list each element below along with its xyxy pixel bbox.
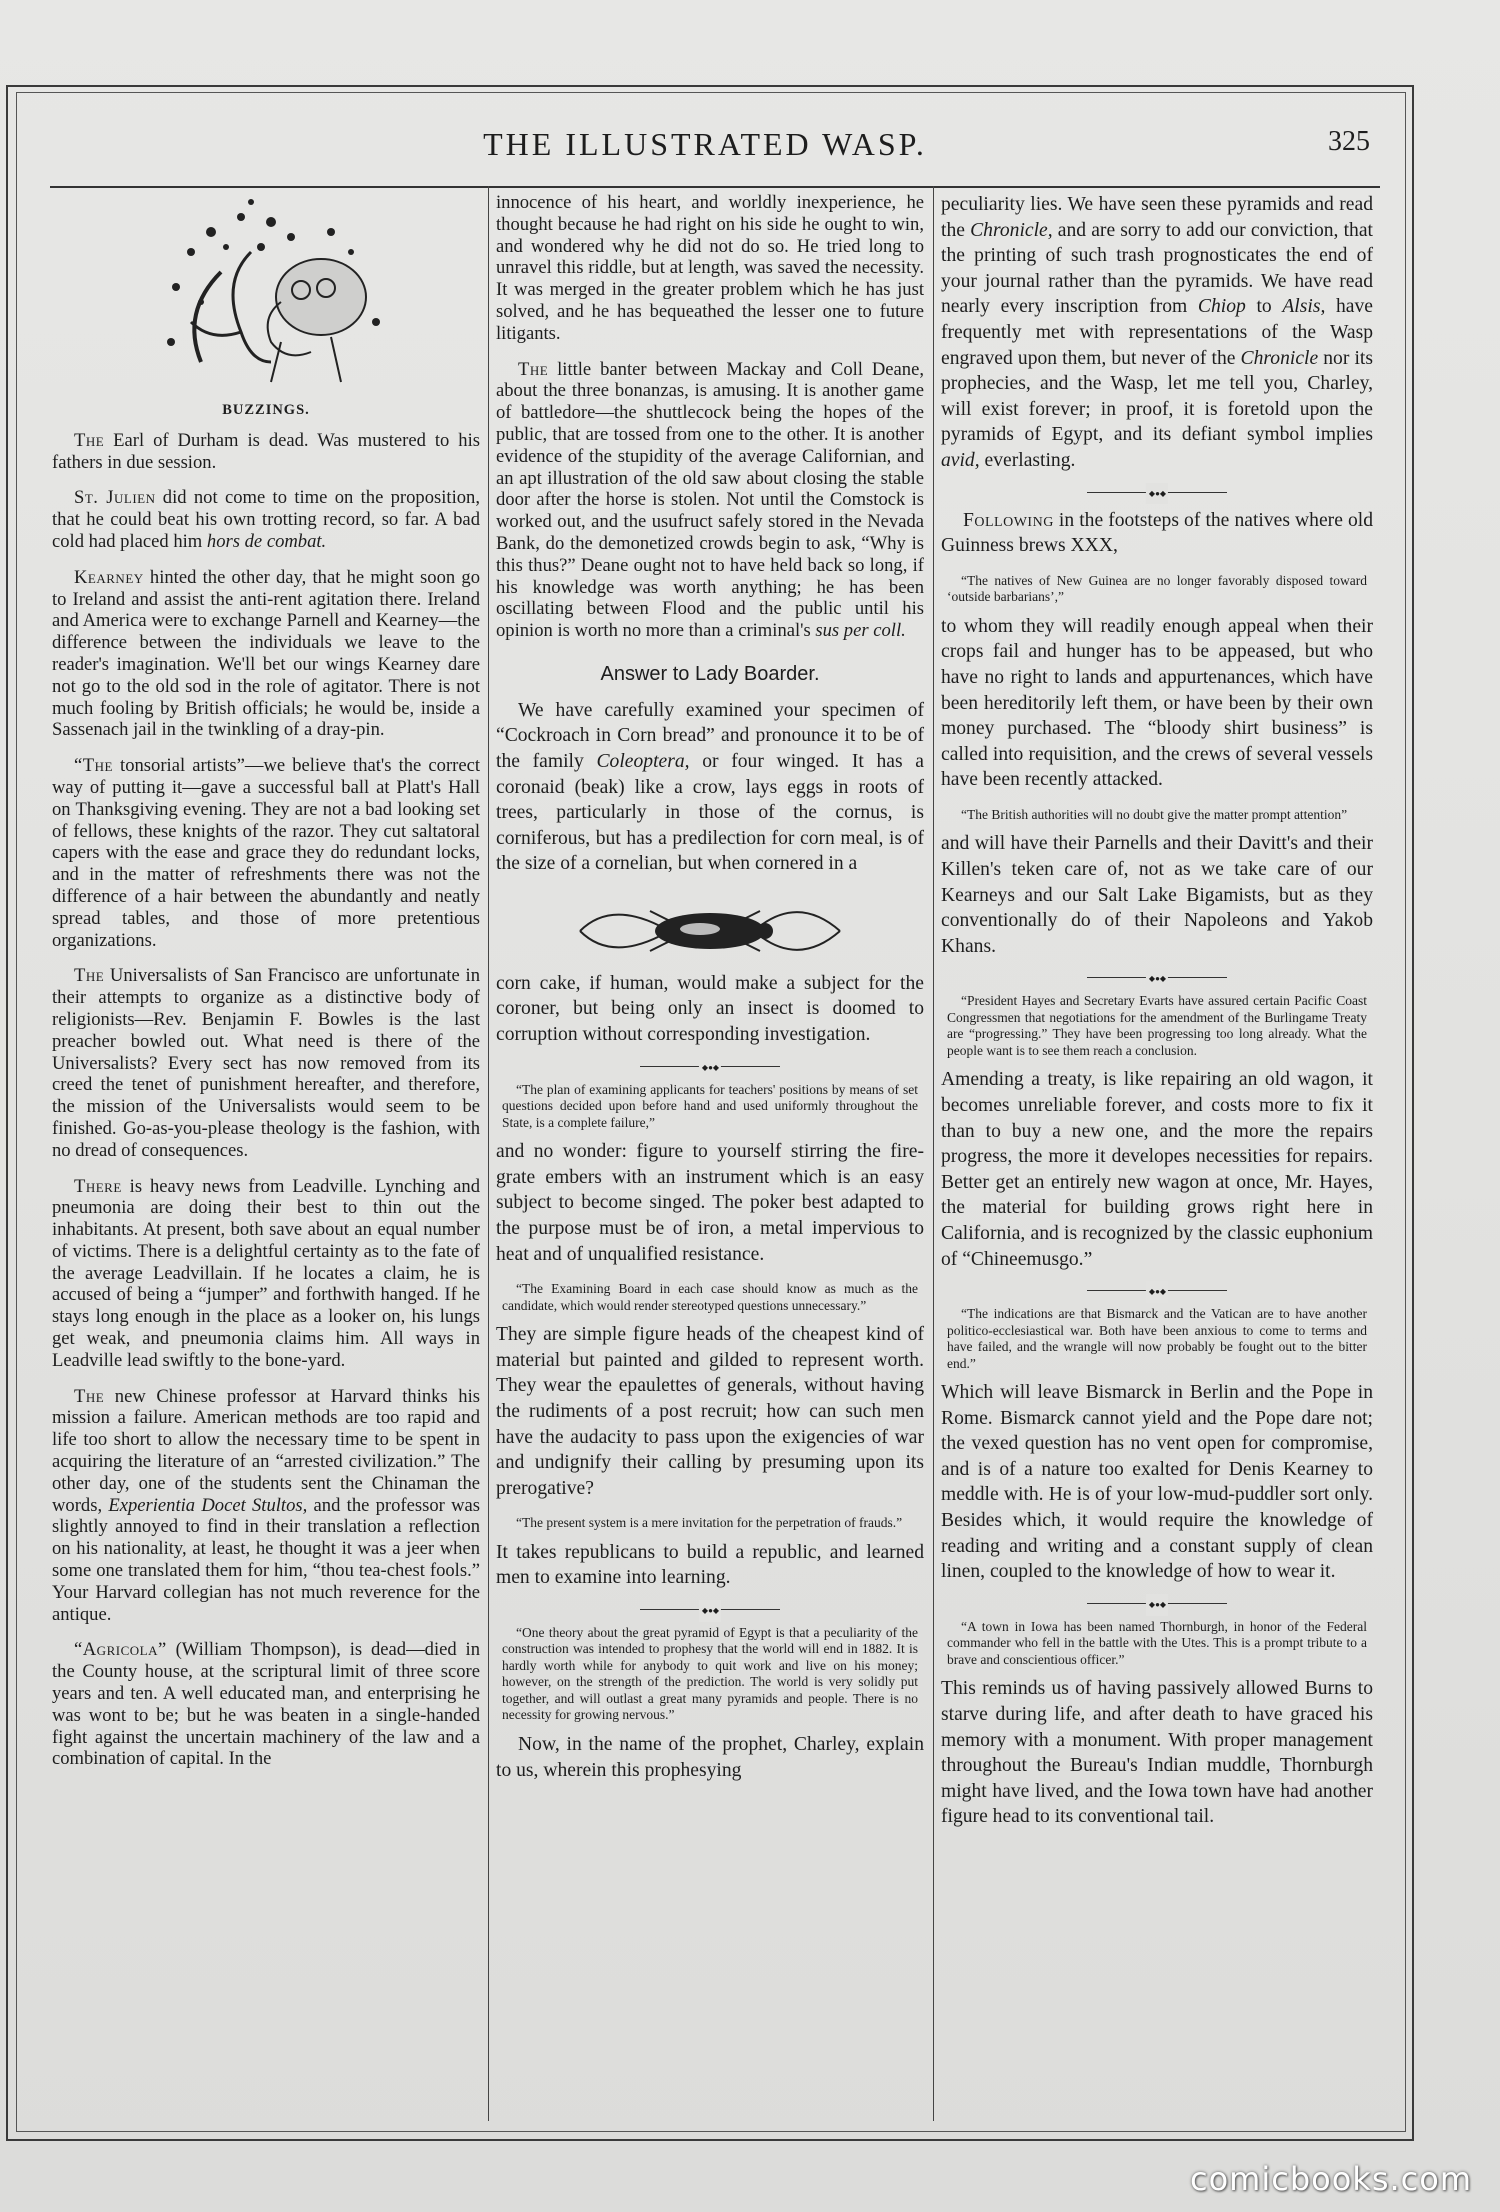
paragraph: It takes republicans to build a republic, and learned men to examine into learning. xyxy=(496,1541,924,1589)
paragraph: Amending a treaty, is like repairing an old wagon, it becomes unreliable forever, and costs more to fix it than to buy a new one, and the more the repairs progress, the more it developes necessities for repairs. Better get an entirely new wagon at once, Mr. Hayes, the material for building grows right here in California, and is recognized by the classic euphonium of “Chineemusgo.” xyxy=(941,1069,1373,1270)
paragraph: and will have their Parnells and their Davitt's and their Killen's teken care of, not as we take care of our Kearneys and our Salt Lake Bigamists, but as they conventionally do of their Napoleons and Yakob Khans. xyxy=(941,833,1373,957)
paragraph: Kearney hinted the other day, that he might soon go to Ireland and assist the anti-rent agitation there. Ireland and America were to exchange Parnell and Kearney—the difference between the individuals we leave to the reader's imagination. We'll bet our wings Kearney dare not go to the old sod in the role of agitator. There is not much fooling by British officials; he would be, inside a Sassenach jail in the twinkling of a dray-pin. xyxy=(52,566,480,741)
header-rule xyxy=(50,186,1380,188)
divider-ornament xyxy=(1087,973,1227,983)
lead-word: There xyxy=(74,1175,122,1197)
divider-ornament xyxy=(1087,1286,1227,1296)
quotation: “The natives of New Guinea are no longer favorably disposed toward ‘outside barbarians’,” xyxy=(947,572,1367,605)
paragraph: corn cake, if human, would make a subject for the coroner, but being only an insect is doomed to corruption without corresponding investigation. xyxy=(496,972,924,1046)
paragraph: Following in the footsteps of the natives where old Guinness brews XXX, xyxy=(941,509,1373,557)
column-rule-1 xyxy=(488,186,489,2121)
divider-ornament xyxy=(640,1605,780,1615)
quotation: “The British authorities will no doubt give the matter prompt attention” xyxy=(961,806,1348,822)
paragraph: Now, in the name of the prophet, Charley, explain to us, wherein this prophesying xyxy=(496,1733,924,1781)
paragraph: and no wonder: figure to yourself stirring the fire-grate embers with an instrument which is an easy subject to become singed. The poker best adapted to the purpose must be of iron, a metal impervious to heat and of unqualified resistance. xyxy=(496,1141,924,1265)
paragraph: They are simple figure heads of the cheapest kind of material but painted and gilded to represent worth. They wear the epaulettes of generals, without having the rudiments of a post recruit; how can such men have the audacity to pass upon the exigencies of war and undignify their calling by presuming upon its prerogative? xyxy=(496,1324,924,1499)
lead-word: “Agricola” xyxy=(74,1639,167,1661)
divider-ornament xyxy=(640,1062,780,1072)
lead-word: St. Julien xyxy=(74,487,156,509)
lead-word: Following xyxy=(963,509,1054,531)
paragraph: The new Chinese professor at Harvard thinks his mission a failure. American methods are too rapid and life too short to allow the necessary time to be spent in acquiring the literature of an “arrested civilization.” The other day, one of the students sent the Chinaman the words, Experientia Docet Stultos, and the professor was slightly annoyed to find in their translation a reflection on his nationality, at least, he thought it was a jeer when some one translated them for him, “thou tea-chest fools.” Your Harvard collegian has not much reverence for the antique. xyxy=(52,1385,480,1625)
quotation: “The indications are that Bismarck and the Vatican are to have another politico-ecclesiastical war. Both have been anxious to come to terms and have failed, and the wrangle will now probably be fought out to the bitter end.” xyxy=(947,1306,1367,1371)
paragraph: St. Julien did not come to time on the proposition, that he could beat his own trotting record, so far. A bad cold had placed him hors de combat. xyxy=(52,487,480,552)
answer-heading: Answer to Lady Boarder. xyxy=(600,662,820,685)
paragraph: This reminds us of having passively allowed Burns to starve during life, and after death to have graced his memory with a monument. With proper management throughout the Bureau's Indian muddle, Thornburgh might have lived, and the Iowa town have had another figure head to its conventional tail. xyxy=(941,1678,1373,1828)
paragraph: The Earl of Durham is dead. Was mustered to his fathers in due session. xyxy=(52,429,480,473)
column-3 xyxy=(941,192,1373,1844)
column-1 xyxy=(52,192,480,1784)
lead-word: The xyxy=(518,358,549,380)
quotation: “A town in Iowa has been named Thornburgh, in honor of the Federal commander who fell in the battle with the Utes. This is a prompt tribute to a brave and conscientious officer.” xyxy=(947,1618,1367,1667)
lead-word: The xyxy=(74,429,105,451)
paragraph: There is heavy news from Leadville. Lynching and pneumonia are doing their best to thin out the inhabitants. At present, both save about an equal number of victims. There is a delightful certainty as to the fate of the average Leadvillain. If he locates a claim, he is accused of being a “jumper” and forthwith hanged. If he stays long enough in the place as a looker on, his lungs get weak, and pneumonia claims him. All ways in Leadville lead swiftly to the bone-yard. xyxy=(52,1175,480,1371)
column-2 xyxy=(496,192,924,1797)
quotation: “One theory about the great pyramid of Egypt is that a peculiarity of the construction was intended to prophesy that the world will end in 1882. It is hardly worth while for anybody to quit work and live on his money; however, on the strength of the prediction. The world is very solidly put together, and will outlast a great many pyramids and people. There is no necessity for growing nervous.” xyxy=(502,1624,918,1723)
quotation: “The present system is a mere invitation for the perpetration of frauds.” xyxy=(516,1515,903,1531)
buzzings-heading: BUZZINGS. xyxy=(222,402,310,418)
paragraph: peculiarity lies. We have seen these pyramids and read the Chronicle, and are sorry to add our conviction, that the printing of such trash prognosticates the end of your journal rather than the pyramids. We have read nearly every inscription from Chiop to Alsis, have frequently met with representations of the Wasp engraved upon them, but never of the Chronicle nor its prophecies, and the Wasp, let me tell you, Charley, will exist forever; in proof, it is foretold upon the pyramids of Egypt, and its defiant symbol implies avid, everlasting. xyxy=(941,194,1373,471)
lead-word: The xyxy=(74,1385,105,1407)
lead-word: Kearney xyxy=(74,566,144,588)
paragraph: The little banter between Mackay and Coll Deane, about the three bonanzas, is amusing. It is another game of battledore—the shuttlecock being the hopes of the public, that are tossed from one to the other. It is another evidence of the stupidity of the average Californian, and an apt illustration of the old saw about closing the stable door after the horse is stolen. Not until the Comstock is worked out, and the usufruct safely stored in the Nevada Bank, do the demonetized crowds begin to ask, “Why is this thus?” Deane ought not to have held back so long, if his knowledge was worth anything; he has been oscillating between Flood and the public until his opinion is worth no more than a criminal's sus per coll. xyxy=(496,358,924,642)
page-number: 325 xyxy=(1328,126,1370,157)
quotation: “The plan of examining applicants for teachers' positions by means of set questions decided upon before hand and used uniformly throughout the State, is a complete failure,” xyxy=(502,1081,918,1130)
cockroach-illustration xyxy=(560,891,860,971)
paragraph: The Universalists of San Francisco are unfortunate in their attempts to organize as a distinctive body of religionists—Rev. Benjamin F. Bowles is the last preacher bowled out. What need is there of the Universalists? Every sect has now removed from its creed the tenet of punishment hereafter, and therefore, the mission of the Universalists would seem to be finished. Go-as-you-please theology is the fashion, with no dread of consequences. xyxy=(52,965,480,1161)
page-header xyxy=(40,120,1370,170)
quotation: “The Examining Board in each case should know as much as the candidate, which would render stereotyped questions unnecessary.” xyxy=(502,1281,918,1313)
divider-ornament xyxy=(1087,1599,1227,1609)
site-watermark: comicbooks.com xyxy=(1189,2160,1472,2198)
paragraph: We have carefully examined your specimen of “Cockroach in Corn bread” and pronounce it to be of the family Coleoptera, or four winged. It has a coronaid (beak) like a crow, lays eggs in roots of trees, particularly in those of the cornus, is corniferous, but has a predilection for corn meal, is of the size of a cornelian, but when cornered in a xyxy=(496,699,924,875)
masthead-title: THE ILLUSTRATED WASP. xyxy=(483,126,927,162)
paragraph: innocence of his heart, and worldly inexperience, he thought because he had right on his side he ought to win, and wondered why he did not do so. He tried long to unravel this riddle, but at length, was saved the necessity. It was merged in the greater problem which he has just solved, and he has bequeathed the lesser one to future litigants. xyxy=(496,192,924,344)
paragraph: “The tonsorial artists”—we believe that's the correct way of putting it—gave a successful ball at Platt's Hall on Thanksgiving evening. They are not a bad looking set of fellows, these knights of the razor. They cut saltatoral capers with the ease and grace they do redundant locks, and in the matter of refreshments there was not the difference of a hair between the abundantly and neatly spread tables, and those of more pretentious organizations. xyxy=(52,755,480,951)
column-rule-2 xyxy=(933,186,934,2121)
quotation: “President Hayes and Secretary Evarts have assured certain Pacific Coast Congressmen that negotiations for the amendment of the Burlingame Treaty are “progressing.” They have been progressing too long already. What the people want is to see them reach a conclusion. xyxy=(947,993,1367,1058)
paragraph: Which will leave Bismarck in Berlin and the Pope in Rome. Bismarck cannot yield and the Pope dare not; the vexed question has no vent open for compromise, and is of a nature too exalted for Denis Kearney to meddle with. He is of your low-mud-puddler sort only. Besides which, it would require the knowledge of reading and writing and a constant supply of clean linen, coupled to the knowledge of how to wear it. xyxy=(941,1382,1373,1583)
lead-word: The xyxy=(74,965,105,987)
paragraph: to whom they will readily enough appeal when their crops fail and hunger has to be appeased, but who have no right to lands and appurtenances, which have been hereditorily left them, or have been by their own money purchased. The “bloody shirt business” is called into requisition, and the crews of several vessels have been recently attacked. xyxy=(941,615,1373,791)
divider-ornament xyxy=(1087,488,1227,498)
buzzings-illustration xyxy=(131,192,401,392)
lead-word: “The xyxy=(74,755,113,777)
paragraph: “Agricola” (William Thompson), is dead—died in the County house, at the scriptural limit of three score years and ten. A well educated man, and enterprising he was wont to be; but he was beaten in a single-handed fight against the uncertain machinery of the law and a combination of capital. In the xyxy=(52,1639,480,1770)
